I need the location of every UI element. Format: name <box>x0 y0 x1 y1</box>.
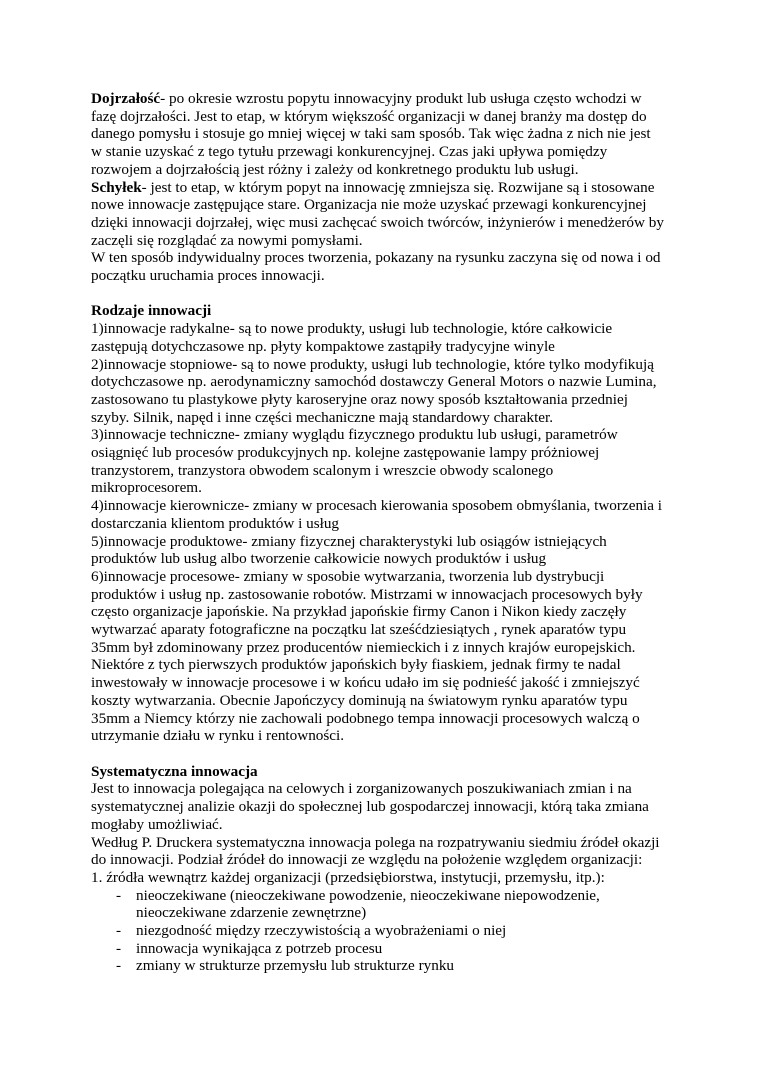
systematyczna-line: Według P. Druckera systematyczna innowacja polega na rozpatrywaniu siedmiu źródeł okazji <box>91 833 660 851</box>
rodzaje-line: Niektóre z tych pierwszych produktów japońskich były fiaskiem, jednak firmy te nadal <box>91 656 621 674</box>
p2-line-2: nowe innowacje zastępujące stare. Organizacja nie może uzyskać przewagi konkurencyjnej <box>91 196 647 214</box>
rodzaje-line: 35mm a Niemcy którzy nie zachowali podobnego tempa innowacji procesowych walczą o <box>91 709 640 727</box>
rodzaje-line: zastępują dotychczasowe np. płyty kompaktowe zastąpiły tradycyjne winyle <box>91 337 555 355</box>
rodzaje-line: utrzymanie działu w rynku i rentowności. <box>91 727 345 745</box>
list-item: - zmiany w strukturze przemysłu lub strukturze rynku <box>116 957 455 975</box>
rodzaje-line: dostarczania klientom produktów i usług <box>91 514 340 532</box>
list-item: - nieoczekiwane (nieoczekiwane powodzenie, nieoczekiwane niepowodzenie, <box>116 886 600 904</box>
p2-line-1: Schyłek- jest to etap, w którym popyt na innowację zmniejsza się. Rozwijane są i stosowane <box>91 178 655 196</box>
rodzaje-line: produktów lub usług albo tworzenie całkowicie nowych produktów i usług <box>91 550 547 568</box>
rodzaje-line: wytwarzać aparaty fotograficzne na początku lat sześćdziesiątych , rynek aparatów typu <box>91 621 627 639</box>
rodzaje-line: zastosowano tu plastykowe płyty karoseryjne oraz nowy sposób kształtowania przedniej <box>91 390 628 408</box>
rodzaje-line: 3)innowacje techniczne- zmiany wyglądu fizycznego produktu lub usługi, parametrów <box>91 426 618 444</box>
p1-line-2: fazę dojrzałości. Jest to etap, w którym większość organizacji w danej branży ma dostęp do <box>91 107 647 125</box>
list-item: - innowacja wynikająca z potrzeb procesu <box>116 939 383 957</box>
dash-bullet: - <box>116 922 122 940</box>
p1-line-1: Dojrzałość- po okresie wzrostu popytu innowacyjny produkt lub usługa często wchodzi w <box>91 90 642 107</box>
rodzaje-line: 1)innowacje radykalne- są to nowe produkty, usługi lub technologie, które całkowicie <box>91 320 613 338</box>
p3-line-2: początku uruchamia proces innowacji. <box>91 267 325 285</box>
dash-bullet: - <box>116 886 122 904</box>
rodzaje-line: osiągnięć lub procesów produkcyjnych np. kolejne zastępowanie lampy próżniowej <box>91 444 600 462</box>
p3-line-1: W ten sposób indywidualny proces tworzenia, pokazany na rysunku zaczyna się od nowa i od <box>91 249 661 267</box>
p1-line-3: danego pomysłu i stosuje go mniej więcej w taki sam sposób. Tak więc żadna z nich nie jest <box>91 125 651 143</box>
systematyczna-line: 1. źródła wewnątrz każdej organizacji (przedsiębiorstwa, instytucji, przemysłu, itp.): <box>91 868 605 886</box>
rodzaje-line: 35mm był zdominowany przez producentów niemieckich i z innych krajów europejskich. <box>91 638 636 656</box>
dash-bullet: - <box>116 939 122 957</box>
systematyczna-line: do innowacji. Podział źródeł do innowacji ze względu na położenie względem organizacji: <box>91 851 643 869</box>
p1-line-5: rozwojem a dojrzałością jest różny i zależy od konkretnego produktu lub usługi. <box>91 160 579 178</box>
p2-line-4: zaczęli się rozglądać za nowymi pomysłami. <box>91 231 363 249</box>
rodzaje-line: często organizacje japońskie. Na przykład japońskie firmy Canon i Nikon kiedy zaczęły <box>91 603 627 621</box>
rodzaje-line: tranzystorem, tranzystora obwodem scalonym i wreszcie obwody scalonego <box>91 461 554 479</box>
p2-line-3: dzięki innowacji dojrzałej, więc musi zachęcać swoich twórców, inżynierów i menedżerów by <box>91 213 664 231</box>
spacer <box>91 285 690 303</box>
rodzaje-line: koszty wytwarzania. Obecnie Japończycy dominują na światowym rynku aparatów typu <box>91 691 628 709</box>
rodzaje-line: produktów i usług np. zastosowanie robotów. Mistrzami w innowacjach procesowych były <box>91 585 643 603</box>
term-schylek: Schyłek <box>91 178 142 196</box>
systematyczna-line: Jest to innowacja polegająca na celowych i zorganizowanych poszukiwaniach zmian i na <box>91 780 632 798</box>
dash-bullet: - <box>116 957 122 975</box>
p1-line-4: w stanie uzyskać z tego tytułu przewagi konkurencyjnej. Czas jaki upływa pomiędzy <box>91 143 608 161</box>
term-dojrzalosc: Dojrzałość <box>91 90 161 107</box>
rodzaje-line: 2)innowacje stopniowe- są to nowe produkty, usługi lub technologie, które tylko modyfikują <box>91 355 654 373</box>
list-item: - niezgodność między rzeczywistością a wyobrażeniami o niej <box>116 922 507 940</box>
rodzaje-line: 6)innowacje procesowe- zmiany w sposobie wytwarzania, tworzenia lub dystrybucji <box>91 567 605 585</box>
rodzaje-line: mikroprocesorem. <box>91 479 202 497</box>
heading-systematyczna-innowacja: Systematyczna innowacja <box>91 762 258 780</box>
rodzaje-line: 4)innowacje kierownicze- zmiany w procesach kierowania sposobem obmyślania, tworzenia i <box>91 497 663 515</box>
rodzaje-line: inwestowały w innowacje procesowe i w końcu udało im się podnieść jakość i zmniejszyć <box>91 674 640 692</box>
systematyczna-line: systematycznej analizie okazji do społecznej lub gospodarczej innowacji, którą taka zmiana <box>91 798 649 816</box>
rodzaje-line: dotychczasowe np. aerodynamiczny samochód dostawczy General Motors o nazwie Lumina, <box>91 373 657 391</box>
spacer <box>91 745 690 763</box>
heading-rodzaje-innowacji: Rodzaje innowacji <box>91 302 212 320</box>
rodzaje-line: szyby. Silnik, napęd i inne części mechaniczne mają standardowy charakter. <box>91 408 554 426</box>
systematyczna-line: mogłaby umożliwiać. <box>91 815 223 833</box>
rodzaje-line: 5)innowacje produktowe- zmiany fizycznej charakterystyki lub osiągów istniejących <box>91 532 607 550</box>
list-item-continuation: nieoczekiwane zdarzenie zewnętrzne) <box>136 904 367 922</box>
